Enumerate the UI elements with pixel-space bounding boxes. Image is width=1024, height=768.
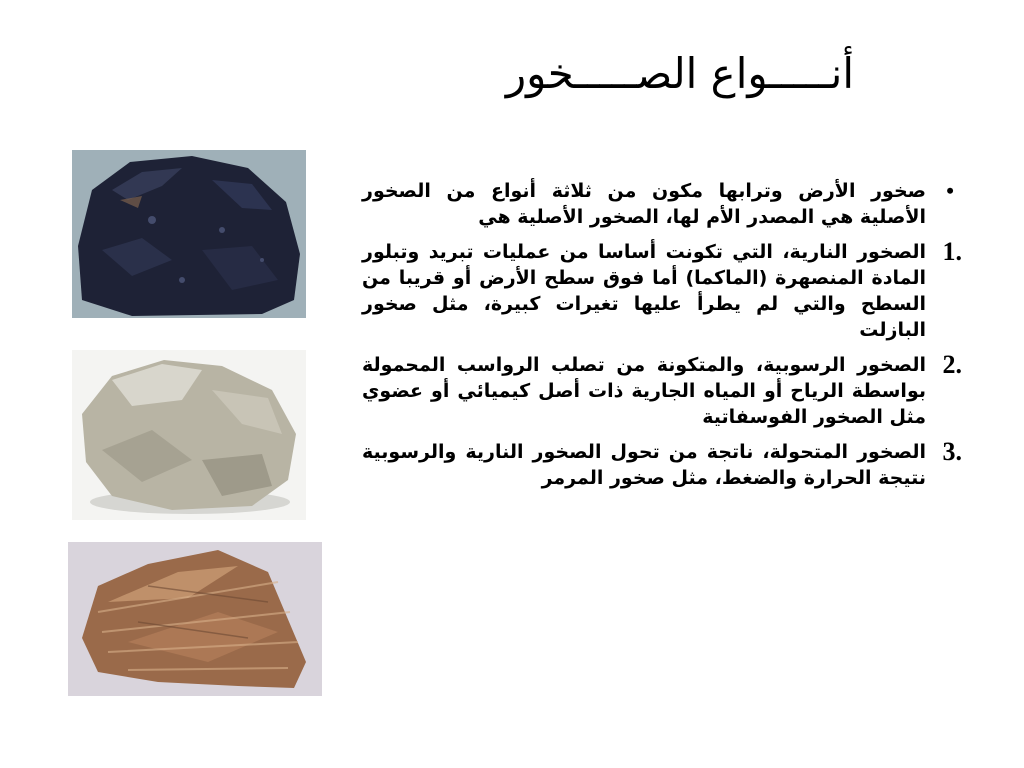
- list-item-igneous: [362, 239, 962, 343]
- metamorphic-rock-photo: [68, 542, 322, 696]
- list-item-text: الصخور النارية، التي تكونت أساسا من عمليات تبريد وتبلور المادة المنصهرة (الماكما) أما فوق سطح الأرض أو قريبا من السطح والتي لم يطرأ عليها تغيرات كبيرة، مثل صخور البازلت: [362, 241, 926, 341]
- list-number: 1.: [942, 237, 962, 266]
- list-item-sedimentary: [362, 352, 962, 430]
- list-item-text: الصخور المتحولة، ناتجة من تحول الصخور النارية والرسوبية نتيجة الحرارة والضغط، مثل صخور المرمر: [362, 441, 926, 489]
- sedimentary-rock-photo: [72, 350, 306, 520]
- list-number: 3.: [942, 437, 962, 466]
- slide-title: أنـــــواع الصـــــخور: [505, 49, 854, 98]
- intro-text: صخور الأرض وترابها مكون من ثلاثة أنواع من الصخور الأصلية هي المصدر الأم لها، الصخور الأصلية هي: [362, 180, 926, 228]
- slide-body: [362, 178, 962, 500]
- list-number: 2.: [942, 350, 962, 379]
- bullet-marker: •: [946, 178, 954, 203]
- intro-bullet: [362, 178, 962, 230]
- list-item-metamorphic: [362, 439, 962, 491]
- basalt-rock-photo: [72, 150, 306, 318]
- list-item-text: الصخور الرسوبية، والمتكونة من تصلب الرواسب المحمولة بواسطة الرياح أو المياه الجارية ذات أصل كيميائي أو عضوي مثل الصخور الفوسفاتية: [362, 354, 926, 428]
